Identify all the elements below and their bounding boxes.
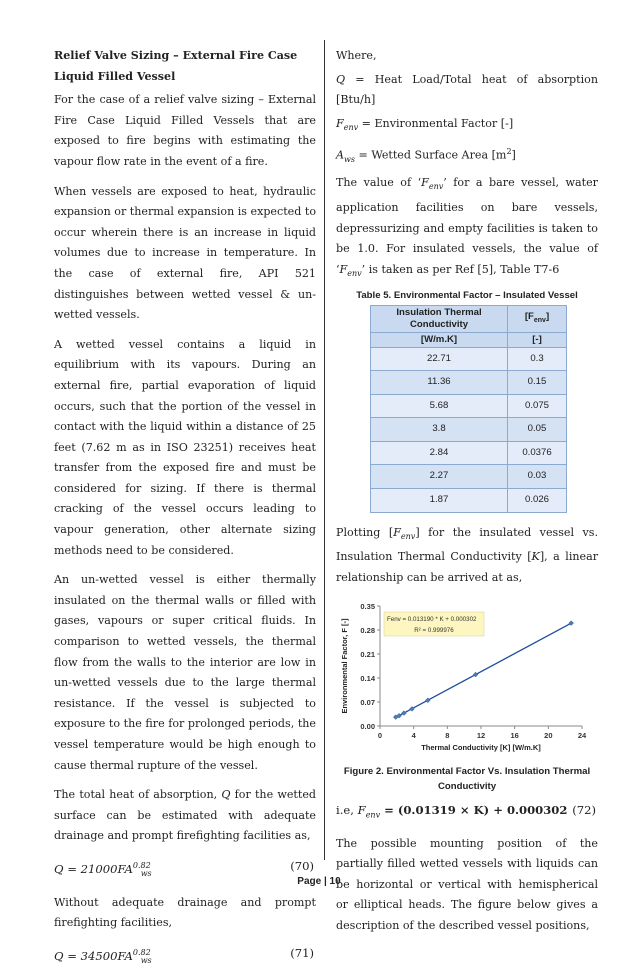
table-row — [371, 347, 567, 371]
text: = Environmental Factor [-] — [358, 116, 514, 130]
text: ’ for a bare vessel, water application facilities on bare vessels, depressurizing and empty facilities is taken to be 1.0. For insulated vessels, the value of ‘ — [336, 176, 598, 276]
table-header-fenv — [508, 305, 567, 332]
table-row — [371, 465, 567, 489]
text: ], a linear relationship can be arrived at as, — [336, 550, 598, 585]
definition-q — [336, 70, 598, 111]
trendline-r-squared: R² = 0.999976 — [414, 626, 454, 634]
text: ’ is taken as per Ref [5], Table T7-6 — [361, 262, 560, 276]
equation-sup: 0.82 — [132, 860, 151, 870]
definition-f — [336, 114, 598, 139]
symbol: F — [339, 262, 348, 276]
trendline-equation: Fenv = 0.013190 * K + 0.000302 — [387, 615, 477, 623]
table-caption: Table 5. Environmental Factor – Insulated Vessel — [356, 289, 578, 301]
text: The total heat of absorption, — [54, 788, 222, 802]
symbol: K — [531, 550, 540, 564]
y-axis-label: Environmental Factor, F [-] — [340, 618, 349, 714]
table-cell: 0.05 — [508, 418, 567, 442]
figure-chart — [336, 598, 598, 758]
x-tick-label: 16 — [510, 730, 519, 740]
table-cell: 1.87 — [371, 489, 508, 513]
table-cell: 0.075 — [508, 394, 567, 418]
equation-sub: ws — [140, 869, 152, 879]
left-column — [54, 46, 316, 980]
symbol: Q — [336, 72, 346, 86]
equation-71 — [54, 943, 316, 972]
paragraph: When vessels are exposed to heat, hydraulic expansion or thermal expansion is expected to occur wherein there is an increase in liquid volumes due to increase in temperature. In the case of external fire, API 521 distinguishes between wetted vessel & un-wetted vessels. — [54, 184, 316, 322]
text: ] for the insulated vessel vs. Insulation Thermal Conductivity [ — [336, 525, 598, 564]
x-axis-label: Thermal Conductivity [K] [W/m.K] — [421, 742, 541, 752]
equation-72 — [336, 800, 598, 826]
table-row — [371, 418, 567, 442]
y-tick-label: 0.14 — [360, 673, 375, 683]
text: [F — [524, 310, 534, 322]
symbol-sub: ws — [344, 154, 355, 164]
symbol: F — [393, 525, 401, 539]
scatter-chart — [336, 598, 598, 758]
equation-sup: 0.82 — [132, 947, 151, 957]
x-tick-label: 24 — [577, 730, 587, 740]
x-tick-label: 20 — [544, 730, 553, 740]
table-unit-conductivity: [W/m.K] — [371, 332, 508, 347]
equation-symbol: F — [357, 802, 366, 817]
table-unit-fenv: [-] — [508, 332, 567, 347]
table-row — [371, 441, 567, 465]
text: Plotting [ — [336, 525, 394, 539]
table-cell: 5.68 — [371, 394, 508, 418]
equation-sub: env — [365, 809, 381, 819]
table-cell: 22.71 — [371, 347, 508, 371]
environmental-factor-table — [370, 305, 567, 513]
table-row — [371, 394, 567, 418]
y-tick-label: 0.07 — [360, 697, 375, 707]
paragraph: An un-wetted vessel is either thermally insulated on the thermal walls or filled with gases, vapours or super critical fluids. In comparison to wetted vessels, the thermal flow from the walls to the interior are low in un-wetted vessels due to the large thermal resistance. If the vessel is subjected to exposure to the fire for prolonged periods, the vessel temperature would be high enough to cause thermal rupture of the vessel. — [54, 573, 316, 772]
paragraph — [54, 785, 316, 847]
superscript: 2 — [506, 146, 512, 156]
paragraph — [336, 173, 598, 284]
equation-number: (70) — [290, 858, 314, 873]
equation-text: Q = 34500FA — [54, 948, 133, 963]
page-footer: Page | 10 — [297, 876, 341, 887]
equation-text: = (0.01319 × K) + 0.000302 — [380, 802, 568, 817]
x-tick-label: 8 — [445, 730, 450, 740]
y-tick-label: 0.35 — [360, 601, 375, 611]
trendline — [396, 623, 571, 717]
text: ] — [545, 310, 550, 322]
right-column — [336, 46, 598, 946]
table-cell: 0.026 — [508, 489, 567, 513]
table-cell: 0.0376 — [508, 441, 567, 465]
table-cell: 3.8 — [371, 418, 508, 442]
table-row — [371, 371, 567, 395]
figure-caption: Figure 2. Environmental Factor Vs. Insulation Thermal Conductivity — [343, 765, 591, 792]
paragraph: A wetted vessel contains a liquid in equilibrium with its vapours. During an external fire, partial evaporation of liquid occurs, such that the portion of the vessel in contact with the liquid within a distance of 25 feet (7.62 m as in ISO 23251) receives heat transfer from the exposed fire and must be considered for sizing. If there is thermal cracking of the vessel occurs leading to vapour generation, other alternate sizing methods need to be considered. — [54, 337, 316, 557]
text: ] — [511, 148, 516, 162]
table-cell: 2.27 — [371, 465, 508, 489]
column-divider — [324, 40, 325, 860]
x-tick-label: 0 — [377, 730, 383, 740]
text: = Wetted Surface Area [m — [354, 148, 507, 162]
equation-text: Q = 21000FA — [54, 861, 133, 876]
paragraph: Where, — [336, 49, 377, 62]
equation-sub: ws — [140, 956, 152, 966]
equation-number: (72) — [572, 802, 596, 817]
symbol: A — [336, 148, 345, 162]
paragraph: The possible mounting position of the partially filled wetted vessels with liquids can be horizontal or vertical with hemispherical or elliptical heads. The figure below gives a description of the described vessel positions, — [336, 836, 598, 932]
table-cell: 0.03 — [508, 465, 567, 489]
section-heading: Relief Valve Sizing – External Fire Case Liquid Filled Vessel — [54, 49, 298, 83]
paragraph — [336, 523, 598, 589]
y-tick-label: 0.28 — [360, 625, 375, 635]
text: i.e, — [336, 802, 358, 817]
y-tick-label: 0.21 — [360, 649, 375, 659]
text: for the wetted surface can be estimated with adequate drainage and prompt firefighting facilities as, — [54, 788, 316, 843]
symbol-sub: env — [400, 531, 416, 541]
table-header-conductivity: Insulation Thermal Conductivity — [371, 305, 508, 332]
definition-a — [336, 142, 598, 171]
table-cell: 0.15 — [508, 371, 567, 395]
symbol-sub: env — [347, 268, 362, 278]
table-row — [371, 489, 567, 513]
text: The value of ‘ — [336, 176, 422, 190]
x-tick-label: 12 — [476, 730, 486, 740]
equation-number: (71) — [290, 945, 314, 960]
symbol: Q — [221, 788, 231, 802]
paragraph: Without adequate drainage and prompt firefighting facilities, — [54, 895, 316, 930]
x-tick-label: 4 — [411, 730, 416, 740]
table-cell: 11.36 — [371, 371, 508, 395]
symbol: F — [336, 116, 344, 130]
text: = Heat Load/Total heat of absorption [Btu/h] — [336, 72, 598, 107]
table-cell: 2.84 — [371, 441, 508, 465]
y-tick-label: 0.00 — [360, 721, 375, 731]
symbol-sub: env — [428, 182, 444, 192]
symbol-sub: env — [343, 123, 359, 132]
symbol: F — [421, 176, 429, 190]
paragraph: For the case of a relief valve sizing – External Fire Case Liquid Filled Vessels that are exposed to fire begins with estimating the vapour flow rate in the event of a fire. — [54, 93, 316, 168]
table-cell: 0.3 — [508, 347, 567, 371]
header-sub: env — [533, 316, 546, 324]
